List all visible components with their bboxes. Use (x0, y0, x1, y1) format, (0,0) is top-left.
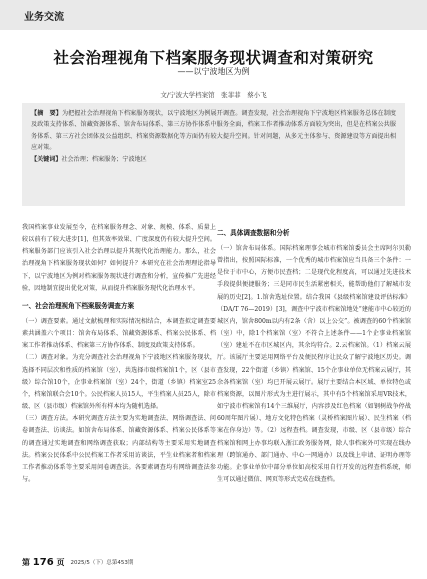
abstract (31, 108, 396, 153)
keywords (31, 154, 396, 165)
abstract-text: 为把握社会治理视角下档案服务现状，以宁波地区为例展开调查。调查发现，社会治理视角下宁波地区档案服务总体在制度及政策支持体系、馆藏资源体系、馆舍布局体系、第三方协作体系中服务全面，档案工作者推动体系方面较为突出，但是在档案公共服务体系、第三方社会团体及公益组织、档案资源数据化等方面仍有较大提升空间。针对问题，从多元主体参与、资源建设等方面提出相应对策。 (31, 110, 397, 151)
header-band (0, 0, 427, 30)
page-number: 第 176 页 (22, 556, 65, 568)
keywords-text: 社会治理；档案服务；宁波地区 (61, 156, 147, 164)
abstract-label: 【摘 要】 (31, 110, 62, 117)
article-title: 社会治理视角下档案服务现状调查和对策研究 (53, 48, 374, 67)
article-author: 文/宁波大学档案馆 张菲菲 蔡小飞 (160, 91, 267, 99)
paragraph-survey-methods: （三）调查方法。本研究调查方法主要为实地调查法、网络调查法、问卷调查法、访谈法。如馆舍布局体系、馆藏资源体系、档案公民体系等的调查通过实地调查和网络调查获取；内部结构等主要采用实地调查法。档案公民体系中公民档案工作者采用访谈法，平生业档案者和档案工作者推动体系等主要采用问卷调查法。各要素调查均有网络调查法参与。 (22, 415, 216, 483)
left-column (22, 222, 216, 486)
section-heading-1: 一、社会治理视角下档案服务调查方案 (22, 301, 135, 310)
issue-info: 2025/5（下）总第453期 (70, 560, 134, 566)
intro-paragraph: 我国档案事业发展至今，在档案服务理念、对象、规模、体系、质量上较以前有了较大进步[1]，但其效率效果、广度深度仍有较大提升空间。档案服务部门应该引入社会治理以提升其现代化治理能力。那么，社会治理视角下档案服务现状如何？如何提升？本研究在社会治理理论指导下，以宁波地区为例对档案服务现状进行调查和分析，宣传推广先进经验，因地制宜提出优化对策，从而提升档案服务现代化治理水平。 (22, 224, 216, 292)
keywords-label: 【关键词】 (31, 156, 62, 164)
page-footer (22, 554, 133, 570)
right-column (217, 222, 411, 486)
paragraph-survey-elements: （一）调查要素。通过文献梳理和实际情况相结合，本调查拟定调查要素共涵盖六个项目：馆舍布局体系、馆藏资源体系、档案公民体系、档案工作者推动体系、档案第三方协作体系、制度及政策支持体系。 (22, 317, 216, 350)
paragraph-survey-objects: （二）调查对象。为充分调查社会治理视角下宁波地区档案服务现状，选择不同层次和性质的档案馆（室），共选择市级档案馆1个，区（县市级）综合馆10个，企事业档案馆（室）24个，街道（乡镇）档案室25个，档案馆联合会10个。公民档案人员15人，平生档案人员25人，除市级、区（县市级）档案馆外所有样本均为随机选择。 (22, 354, 216, 411)
section-label: 业务交流 (24, 12, 64, 23)
abstract-box (22, 103, 405, 206)
article-subtitle: ——以宁波地区为例 (177, 67, 250, 76)
section-heading-2: 二、具体调查数据和分析 (217, 229, 290, 237)
paragraph-layout-system: （一）馆舍布局体系。国际档案理事会城市档案馆委员会主席阿尔贝勒曾指出，按照国际标准，一个优秀的城市档案馆应当具备三个条件：一是位于市中心，方便市民查档；二是现代化程度高，可以通过先进技术手段提供便捷服务；三是同市民生活紧密相关，能帮助他们了解城市发展的历史[2]。1.馆舍选址位置。结合我国《县级档案馆建设评估标准》（DA/T 76—2019）[3]，调查中宁波市档案馆地处“建能市中心较近的城区内，馆舍800m以内有2条（含）以上公交”。被调查的60个档案馆（室）中，除1个档案馆（室）不符合上述条件——1个企事业档案馆（室）建址不在市区城区内，其余均符合。2.云档案馆。（1）档案云展厅。该展厅主要运用网络平台及便民程序让民众了解宁波地区历史。调查发现，22个街道（乡镇）档案馆、15个企事业单位无档案云展厅，其余各档案馆（室）均已开展云展厅。展厅主要结合本区域、单位特色或档案资源，以图片形式为主进行展示，其中有5个档案馆采用VR技术，如宁波市档案馆有14个三维展厅，内容涉及红色档案（如钢树战争停战60周年图片展）、地方文化特色档案（灵桥档案图片展）、民生档案（档案在你身边）等。（2）远程查档。调查发现，市级、区（县市级）综合档案馆和网上办事均联入浙江政务服务网，除人事档案外可实现在线办理（跨馆通办、部门通办、中心一网通办）以及线上申请、证明办理等功能。企事业单位中部分单位如高校采用自行开发的远程查档系统，师生可以通过微信、网页等形式完成在线查档。 (217, 245, 411, 483)
